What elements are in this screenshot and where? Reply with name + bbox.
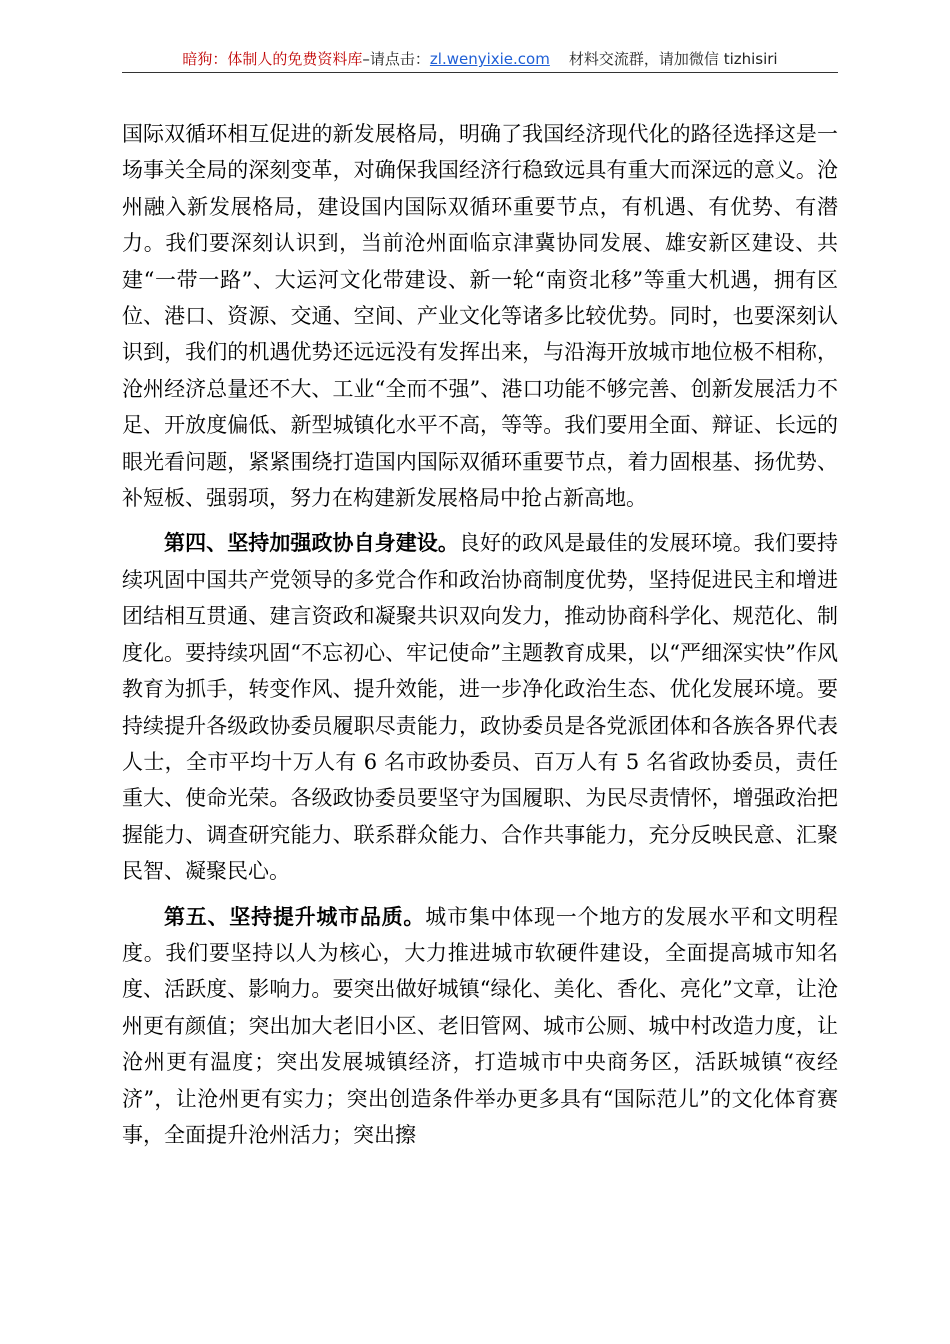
document-body xyxy=(122,116,838,1153)
page-header xyxy=(122,46,838,72)
paragraph-section-five xyxy=(122,899,838,1154)
paragraph-continuation xyxy=(122,116,838,516)
header-divider xyxy=(122,72,838,73)
header-prompt: –请点击： xyxy=(362,50,430,68)
section-heading: 第五、坚持提升城市品质。 xyxy=(164,904,426,929)
header-link[interactable]: zl.wenyixie.com xyxy=(429,50,550,68)
section-heading: 第四、坚持加强政协自身建设。 xyxy=(164,531,459,556)
header-wechat-note: 材料交流群，请加微信 tizhisiri xyxy=(568,50,778,68)
paragraph-section-four xyxy=(122,525,838,889)
paragraph-text: 国际双循环相互促进的新发展格局，明确了我国经济现代化的路径选择这是一场事关全局的深刻变革，对确保我国经济行稳致远具有重大而深远的意义。沧州融入新发展格局，建设国内国际双循环重要节点，有机遇、有优势、有潜力。我们要深刻认识到，当前沧州面临京津冀协同发展、雄安新区建设、共建“一带一路”、大运河文化带建设、新一轮“南资北移”等重大机遇，拥有区位、港口、资源、交通、空间、产业文化等诸多比较优势。同时，也要深刻认识到，我们的机遇优势还远远没有发挥出来，与沿海开放城市地位极不相称，沧州经济总量还不大、工业“全而不强”、港口功能不够完善、创新发展活力不足、开放度偏低、新型城镇化水平不高，等等。我们要用全面、辩证、长远的眼光看问题，紧紧围绕打造国内国际双循环重要节点，着力固根基、扬优势、补短板、强弱项，努力在构建新发展格局中抢占新高地。 xyxy=(122,122,838,511)
header-spacer xyxy=(550,50,569,68)
paragraph-text: 良好的政风是最佳的发展环境。我们要持续巩固中国共产党领导的多党合作和政治协商制度优势，坚持促进民主和增进团结相互贯通、建言资政和凝聚共识双向发力，推动协商科学化、规范化、制度化。要持续巩固“不忘初心、牢记使命”主题教育成果，以“严细深实快”作风教育为抓手，转变作风、提升效能，进一步净化政治生态、优化发展环境。要持续提升各级政协委员履职尽责能力，政协委员是各党派团体和各族各界代表人士，全市平均十万人有 6 名市政协委员、百万人有 5 名省政协委员，责任重大、使命光荣。各级政协委员要坚守为国履职、为民尽责情怀，增强政治把握能力、调查研究能力、联系群众能力、合作共事能力，充分反映民意、汇聚民智、凝聚民心。 xyxy=(122,531,839,884)
header-site-name: 暗狗：体制人的免费资料库 xyxy=(182,50,363,68)
paragraph-text: 城市集中体现一个地方的发展水平和文明程度。我们要坚持以人为核心，大力推进城市软硬件建设，全面提高城市知名度、活跃度、影响力。要突出做好城镇“绿化、美化、香化、亮化”文章，让沧州更有颜值；突出加大老旧小区、老旧管网、城市公厕、城中村改造力度，让沧州更有温度；突出发展城镇经济，打造城市中央商务区，活跃城镇“夜经济”，让沧州更有实力；突出创造条件举办更多具有“国际范儿”的文化体育赛事，全面提升沧州活力；突出擦 xyxy=(122,904,839,1147)
